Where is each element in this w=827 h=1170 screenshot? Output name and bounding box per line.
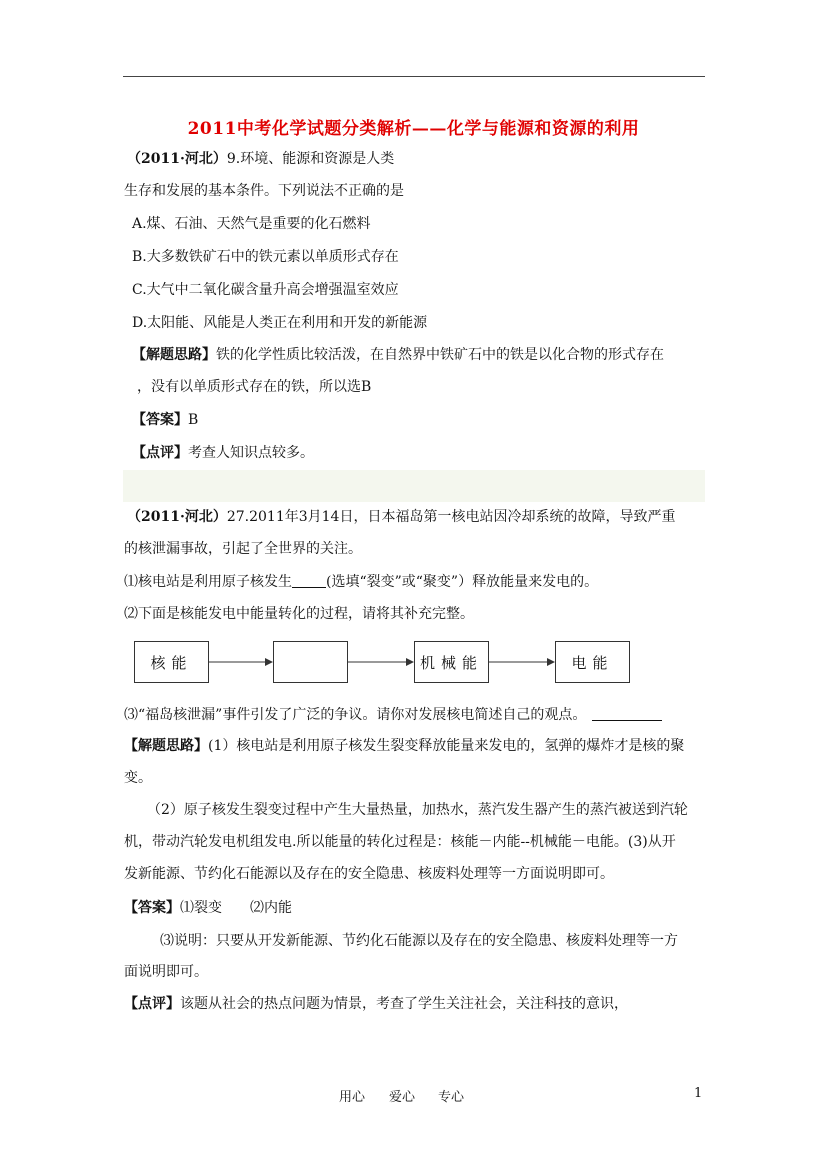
- q2-analysis-line1: 【解题思路】(1）核电站是利用原子核发生裂变释放能量来发电的，氢弹的爆炸才是核的聚: [124, 738, 685, 754]
- page-title: 2011中考化学试题分类解析——化学与能源和资源的利用: [187, 119, 640, 139]
- q1-analysis-line2: ，没有以单质形式存在的铁，所以选B: [137, 379, 372, 395]
- q2-stem-line2: 的核泄漏事故，引起了全世界的关注。: [124, 541, 362, 557]
- flow-box-mechanical: 机械能: [414, 641, 489, 683]
- q1-stem-line2: 生存和发展的基本条件。下列说法不正确的是: [124, 183, 404, 199]
- q2-analysis-line2: 变。: [124, 770, 152, 786]
- q2-analysis-line3: （2）原子核发生裂变过程中产生大量热量，加热水，蒸汽发生器产生的蒸汽被送到汽轮: [147, 802, 688, 818]
- q2-answer-line3: 面说明即可。: [124, 964, 208, 980]
- q2-answer-line2: ⑶说明：只要从开发新能源、节约化石能源以及存在的安全隐患、核废料处理等一方: [160, 933, 678, 949]
- q1-analysis-line1: 【解题思路】铁的化学性质比较活泼，在自然界中铁矿石中的铁是以化合物的形式存在: [132, 347, 664, 363]
- q2-sub1: ⑴核电站是利用原子核发生 (选填“裂变”或“聚变”）释放能量来发电的。: [124, 574, 599, 590]
- q2-answer-line1: 【答案】⑴裂变 ⑵内能: [124, 900, 292, 916]
- q2-comment: 【点评】该题从社会的热点问题为情景，考查了学生关注社会，关注科技的意识，: [124, 996, 628, 1012]
- q2-source: （2011·河北）: [127, 509, 227, 525]
- flow-box-nuclear: 核能: [134, 641, 209, 683]
- q2-stem-line1: （2011·河北）27.2011年3月14日，日本福岛第一核电站因冷却系统的故障，导致严重: [127, 509, 676, 525]
- q2-sub3: ⑶“福岛核泄漏”事件引发了广泛的争议。请你对发展核电简述自己的观点。: [124, 705, 662, 725]
- opinion-blank: [592, 706, 662, 721]
- footer-motto-3: 专心: [438, 1090, 465, 1105]
- q1-option-a: A.煤、石油、天然气是重要的化石燃料: [132, 216, 371, 232]
- q1-option-d: D.太阳能、风能是人类正在利用和开发的新能源: [132, 315, 428, 331]
- q1-stem-line1: （2011·河北）9.环境、能源和资源是人类: [127, 151, 395, 167]
- q1-option-b: B.大多数铁矿石中的铁元素以单质形式存在: [132, 249, 399, 265]
- q2-analysis-line5: 发新能源、节约化石能源以及存在的安全隐患、核废料处理等一方面说明即可。: [124, 866, 614, 882]
- q1-source: （2011·河北）: [127, 151, 227, 167]
- footer-motto-1: 用心: [339, 1090, 366, 1105]
- flow-box-electric: 电能: [555, 641, 630, 683]
- footer-motto-2: 爱心: [389, 1090, 416, 1105]
- q1-answer: 【答案】B: [132, 412, 199, 428]
- page-number: 1: [694, 1086, 703, 1101]
- q1-option-c: C.大气中二氧化碳含量升高会增强温室效应: [132, 282, 399, 298]
- q2-analysis-line4: 机，带动汽轮发电机组发电.所以能量的转化过程是：核能－内能--机械能－电能。(3)从开: [124, 834, 676, 850]
- q1-comment: 【点评】考查人知识点较多。: [132, 445, 314, 461]
- q2-sub2: ⑵下面是核能发电中能量转化的过程，请将其补充完整。: [124, 606, 474, 622]
